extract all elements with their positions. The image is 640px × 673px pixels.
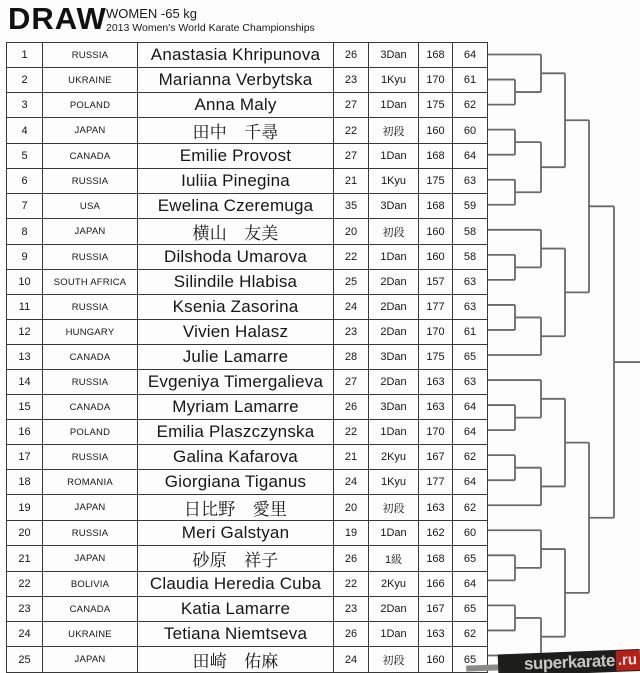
seed-cell: 13 — [7, 345, 43, 370]
weight-cell: 63 — [453, 370, 488, 395]
height-cell: 160 — [419, 245, 453, 270]
country-cell: JAPAN — [43, 495, 138, 521]
age-cell: 24 — [334, 295, 369, 320]
height-cell: 157 — [419, 270, 453, 295]
height-cell: 168 — [419, 43, 453, 68]
country-cell: UKRAINE — [43, 68, 138, 93]
height-cell: 168 — [419, 194, 453, 219]
rank-cell: 3Dan — [369, 194, 419, 219]
height-cell: 168 — [419, 546, 453, 572]
table-row — [7, 647, 488, 673]
table-row — [7, 219, 488, 245]
age-cell: 26 — [334, 622, 369, 647]
country-cell: ROMANIA — [43, 470, 138, 495]
country-cell: JAPAN — [43, 647, 138, 673]
seed-cell: 18 — [7, 470, 43, 495]
name-cell: 砂原 祥子 — [138, 546, 334, 572]
name-cell: 横山 友美 — [138, 219, 334, 245]
country-cell: BOLIVIA — [43, 572, 138, 597]
weight-cell: 62 — [453, 445, 488, 470]
name-cell: 田崎 佑麻 — [138, 647, 334, 673]
name-cell: Myriam Lamarre — [138, 395, 334, 420]
height-cell: 160 — [419, 219, 453, 245]
age-cell: 20 — [334, 219, 369, 245]
country-cell: POLAND — [43, 420, 138, 445]
name-cell: Marianna Verbytska — [138, 68, 334, 93]
name-cell: Ksenia Zasorina — [138, 295, 334, 320]
height-cell: 170 — [419, 68, 453, 93]
table-row — [7, 395, 488, 420]
table-row — [7, 345, 488, 370]
rank-cell: 初段 — [369, 495, 419, 521]
country-cell: CANADA — [43, 597, 138, 622]
page-title: DRAW — [8, 1, 107, 36]
country-cell: UKRAINE — [43, 622, 138, 647]
age-cell: 22 — [334, 572, 369, 597]
height-cell: 175 — [419, 169, 453, 194]
seed-cell: 6 — [7, 169, 43, 194]
height-cell: 163 — [419, 395, 453, 420]
seed-cell: 8 — [7, 219, 43, 245]
rank-cell: 1Dan — [369, 420, 419, 445]
weight-cell: 64 — [453, 470, 488, 495]
table-row — [7, 93, 488, 118]
table-row — [7, 420, 488, 445]
seed-cell: 5 — [7, 144, 43, 169]
seed-cell: 22 — [7, 572, 43, 597]
seed-cell: 21 — [7, 546, 43, 572]
rank-cell: 3Dan — [369, 395, 419, 420]
name-cell: Anna Maly — [138, 93, 334, 118]
name-cell: Silindile Hlabisa — [138, 270, 334, 295]
seed-cell: 10 — [7, 270, 43, 295]
name-cell: Julie Lamarre — [138, 345, 334, 370]
height-cell: 167 — [419, 445, 453, 470]
table-row — [7, 521, 488, 546]
weight-cell: 59 — [453, 194, 488, 219]
rank-cell: 初段 — [369, 647, 419, 673]
age-cell: 27 — [334, 144, 369, 169]
height-cell: 160 — [419, 118, 453, 144]
weight-cell: 63 — [453, 169, 488, 194]
name-cell: Vivien Halasz — [138, 320, 334, 345]
table-row — [7, 622, 488, 647]
age-cell: 20 — [334, 495, 369, 521]
country-cell: USA — [43, 194, 138, 219]
table-row — [7, 370, 488, 395]
age-cell: 21 — [334, 445, 369, 470]
rank-cell: 2Dan — [369, 295, 419, 320]
name-cell: Anastasia Khripunova — [138, 43, 334, 68]
height-cell: 175 — [419, 93, 453, 118]
rank-cell: 2Dan — [369, 597, 419, 622]
height-cell: 163 — [419, 370, 453, 395]
seed-cell: 7 — [7, 194, 43, 219]
name-cell: Giorgiana Tiganus — [138, 470, 334, 495]
weight-cell: 65 — [453, 546, 488, 572]
height-cell: 166 — [419, 572, 453, 597]
championship-name: 2013 Women's World Karate Championships — [106, 22, 315, 34]
country-cell: POLAND — [43, 93, 138, 118]
table-row — [7, 68, 488, 93]
age-cell: 27 — [334, 370, 369, 395]
seed-cell: 16 — [7, 420, 43, 445]
rank-cell: 3Dan — [369, 43, 419, 68]
seed-cell: 2 — [7, 68, 43, 93]
height-cell: 168 — [419, 144, 453, 169]
country-cell: CANADA — [43, 395, 138, 420]
rank-cell: 1Kyu — [369, 169, 419, 194]
rank-cell: 2Kyu — [369, 445, 419, 470]
name-cell: 日比野 愛里 — [138, 495, 334, 521]
table-row — [7, 495, 488, 521]
table-row — [7, 245, 488, 270]
name-cell: Ewelina Czeremuga — [138, 194, 334, 219]
weight-cell: 60 — [453, 118, 488, 144]
seed-cell: 15 — [7, 395, 43, 420]
seed-cell: 25 — [7, 647, 43, 673]
height-cell: 170 — [419, 320, 453, 345]
rank-cell: 1級 — [369, 546, 419, 572]
age-cell: 19 — [334, 521, 369, 546]
seed-cell: 19 — [7, 495, 43, 521]
age-cell: 35 — [334, 194, 369, 219]
table-row — [7, 572, 488, 597]
country-cell: JAPAN — [43, 219, 138, 245]
height-cell: 177 — [419, 470, 453, 495]
seed-cell: 12 — [7, 320, 43, 345]
seed-cell: 11 — [7, 295, 43, 320]
competitors-table — [6, 42, 488, 673]
rank-cell: 1Dan — [369, 144, 419, 169]
weight-cell: 58 — [453, 245, 488, 270]
country-cell: RUSSIA — [43, 169, 138, 194]
name-cell: Dilshoda Umarova — [138, 245, 334, 270]
name-cell: Emilia Plaszczynska — [138, 420, 334, 445]
table-row — [7, 320, 488, 345]
table-row — [7, 295, 488, 320]
rank-cell: 1Dan — [369, 245, 419, 270]
rank-cell: 1Dan — [369, 93, 419, 118]
weight-cell: 62 — [453, 93, 488, 118]
height-cell: 170 — [419, 420, 453, 445]
seed-cell: 20 — [7, 521, 43, 546]
weight-cell: 65 — [453, 647, 488, 673]
age-cell: 24 — [334, 470, 369, 495]
name-cell: Galina Kafarova — [138, 445, 334, 470]
height-cell: 175 — [419, 345, 453, 370]
age-cell: 23 — [334, 320, 369, 345]
rank-cell: 1Kyu — [369, 68, 419, 93]
name-cell: Tetiana Niemtseva — [138, 622, 334, 647]
table-row — [7, 470, 488, 495]
age-cell: 23 — [334, 68, 369, 93]
rank-cell: 3Dan — [369, 345, 419, 370]
rank-cell: 1Dan — [369, 521, 419, 546]
country-cell: SOUTH AFRICA — [43, 270, 138, 295]
table-row — [7, 270, 488, 295]
table-row — [7, 445, 488, 470]
name-cell: Evgeniya Timergalieva — [138, 370, 334, 395]
country-cell: RUSSIA — [43, 295, 138, 320]
age-cell: 26 — [334, 546, 369, 572]
seed-cell: 3 — [7, 93, 43, 118]
name-cell: Emilie Provost — [138, 144, 334, 169]
name-cell: Iuliia Pinegina — [138, 169, 334, 194]
seed-cell: 23 — [7, 597, 43, 622]
table-row — [7, 169, 488, 194]
height-cell: 162 — [419, 521, 453, 546]
watermark-text: superkarate — [523, 650, 616, 673]
name-cell: Claudia Heredia Cuba — [138, 572, 334, 597]
table-row — [7, 597, 488, 622]
country-cell: RUSSIA — [43, 245, 138, 270]
weight-cell: 65 — [453, 345, 488, 370]
weight-cell: 65 — [453, 597, 488, 622]
watermark — [498, 649, 640, 673]
age-cell: 23 — [334, 597, 369, 622]
rank-cell: 初段 — [369, 118, 419, 144]
country-cell: JAPAN — [43, 546, 138, 572]
table-row — [7, 546, 488, 572]
weight-cell: 64 — [453, 43, 488, 68]
watermark-domain-suffix: .ru — [615, 650, 640, 671]
height-cell: 160 — [419, 647, 453, 673]
height-cell: 163 — [419, 622, 453, 647]
rank-cell: 2Kyu — [369, 572, 419, 597]
weight-cell: 63 — [453, 295, 488, 320]
seed-cell: 1 — [7, 43, 43, 68]
weight-cell: 58 — [453, 219, 488, 245]
age-cell: 22 — [334, 118, 369, 144]
country-cell: RUSSIA — [43, 370, 138, 395]
age-cell: 26 — [334, 395, 369, 420]
table-row — [7, 144, 488, 169]
seed-cell: 14 — [7, 370, 43, 395]
rank-cell: 2Dan — [369, 270, 419, 295]
weight-cell: 64 — [453, 420, 488, 445]
age-cell: 21 — [334, 169, 369, 194]
rank-cell: 2Dan — [369, 370, 419, 395]
weight-cell: 60 — [453, 521, 488, 546]
age-cell: 28 — [334, 345, 369, 370]
height-cell: 177 — [419, 295, 453, 320]
height-cell: 167 — [419, 597, 453, 622]
height-cell: 163 — [419, 495, 453, 521]
age-cell: 24 — [334, 647, 369, 673]
name-cell: 田中 千尋 — [138, 118, 334, 144]
weight-cell: 62 — [453, 495, 488, 521]
age-cell: 25 — [334, 270, 369, 295]
weight-cell: 61 — [453, 68, 488, 93]
name-cell: Katia Lamarre — [138, 597, 334, 622]
seed-cell: 9 — [7, 245, 43, 270]
country-cell: CANADA — [43, 345, 138, 370]
country-cell: HUNGARY — [43, 320, 138, 345]
age-cell: 27 — [334, 93, 369, 118]
age-cell: 22 — [334, 420, 369, 445]
seed-cell: 4 — [7, 118, 43, 144]
event-category: WOMEN -65 kg — [106, 6, 198, 21]
weight-cell: 64 — [453, 572, 488, 597]
rank-cell: 1Dan — [369, 622, 419, 647]
weight-cell: 64 — [453, 395, 488, 420]
weight-cell: 62 — [453, 622, 488, 647]
rank-cell: 1Kyu — [369, 470, 419, 495]
country-cell: RUSSIA — [43, 445, 138, 470]
table-row — [7, 118, 488, 144]
table-row — [7, 194, 488, 219]
country-cell: CANADA — [43, 144, 138, 169]
country-cell: JAPAN — [43, 118, 138, 144]
table-row — [7, 43, 488, 68]
country-cell: RUSSIA — [43, 521, 138, 546]
age-cell: 22 — [334, 245, 369, 270]
seed-cell: 24 — [7, 622, 43, 647]
weight-cell: 61 — [453, 320, 488, 345]
rank-cell: 初段 — [369, 219, 419, 245]
rank-cell: 2Dan — [369, 320, 419, 345]
weight-cell: 64 — [453, 144, 488, 169]
seed-cell: 17 — [7, 445, 43, 470]
weight-cell: 63 — [453, 270, 488, 295]
name-cell: Meri Galstyan — [138, 521, 334, 546]
competitors-table-body — [7, 43, 488, 673]
age-cell: 26 — [334, 43, 369, 68]
country-cell: RUSSIA — [43, 43, 138, 68]
